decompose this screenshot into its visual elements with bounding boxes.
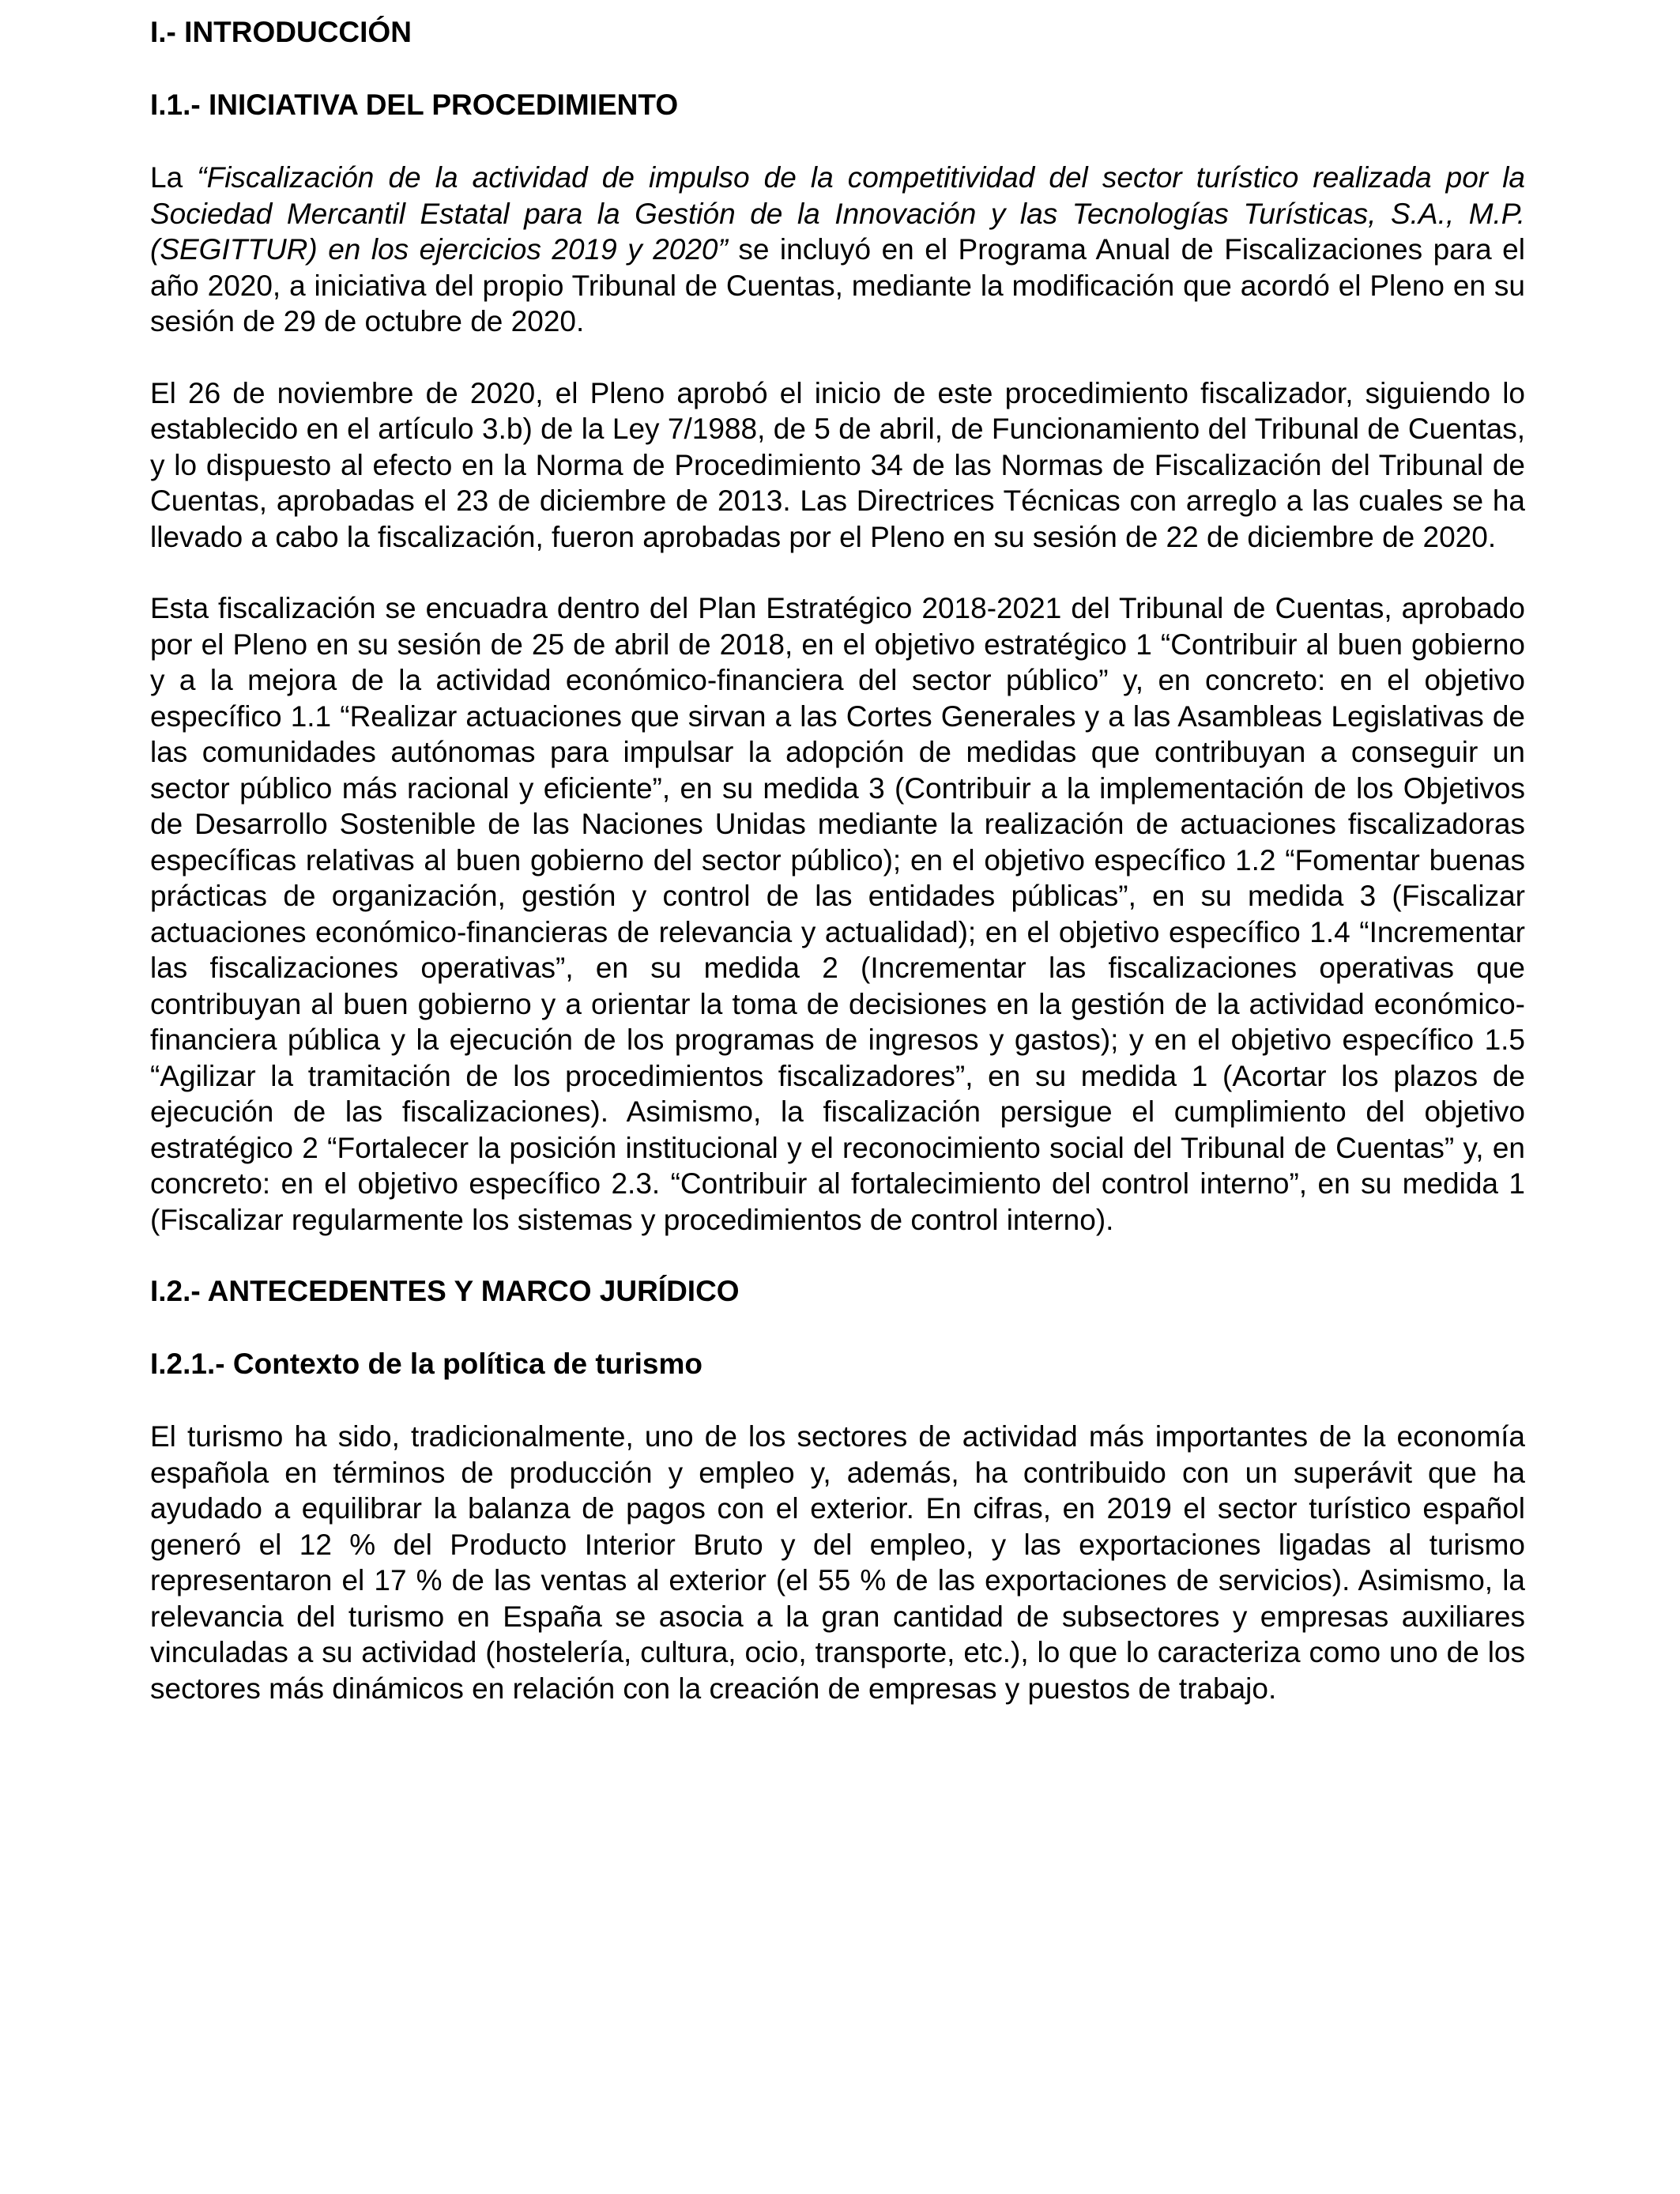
subsection-title-initiative: I.1.- INICIATIVA DEL PROCEDIMIENTO	[150, 89, 679, 121]
audit-title-quote: “Fiscalización de la actividad de impulso de la competitividad del sector turístico realizada por la Sociedad Mercantil Estatal para la Gestión de la Innovación y las Tecnologías Turísticas, S.A., M.P. (SEGITTUR) en los ejercicios 2019 y 2020”	[150, 161, 1526, 266]
paragraph-initiative-1-start: La	[150, 161, 198, 194]
document-page	[150, 14, 1525, 1742]
subsection-title-background: I.2.- ANTECEDENTES Y MARCO JURÍDICO	[150, 1275, 740, 1307]
paragraph-initiative-2: El 26 de noviembre de 2020, el Pleno aprobó el inicio de este procedimiento fiscalizador, siguiendo lo establecido en el artículo 3.b) de la Ley 7/1988, de 5 de abril, de Funcionamiento del Tribunal de Cuentas, y lo dispuesto al efecto en la Norma de Procedimiento 34 de las Normas de Fiscalización del Tribunal de Cuentas, aprobadas el 23 de diciembre de 2013. Las Directrices Técnicas con arreglo a las cuales se ha llevado a cabo la fiscalización, fueron aprobadas por el Pleno en su sesión de 22 de diciembre de 2020.	[150, 376, 1525, 553]
paragraph-tourism-context-1: El turismo ha sido, tradicionalmente, uno de los sectores de actividad más importantes de la economía española en términos de producción y empleo y, además, ha contribuido con un superávit que ha ayudado a equilibrar la balanza de pagos con el exterior. En cifras, en 2019 el sector turístico español generó el 12 % del Producto Interior Bruto y del empleo, y las exportaciones ligadas al turismo representaron el 17 % de las ventas al exterior (el 55 % de las exportaciones de servicios). Asimismo, la relevancia del turismo en España se asocia a la gran cantidad de subsectores y empresas auxiliares vinculadas a su actividad (hostelería, cultura, ocio, transporte, etc.), lo que lo caracteriza como uno de los sectores más dinámicos en relación con la creación de empresas y puestos de trabajo.	[150, 1420, 1525, 1705]
paragraph-initiative-1	[150, 160, 1525, 340]
paragraph-initiative-1-end: se incluyó en el Programa Anual de Fiscalizaciones para el año 2020, a iniciativa del propio Tribunal de Cuentas, mediante la modificación que acordó el Pleno en su sesión de 29 de octubre de 2020.	[150, 233, 1525, 337]
paragraph-initiative-3: Esta fiscalización se encuadra dentro del Plan Estratégico 2018-2021 del Tribunal de Cuentas, aprobado por el Pleno en su sesión de 25 de abril de 2018, en el objetivo estratégico 1 “Contribuir al buen gobierno y a la mejora de la actividad económico-financiera del sector público” y, en concreto: en el objetivo específico 1.1 “Realizar actuaciones que sirvan a las Cortes Generales y a las Asambleas Legislativas de las comunidades autónomas para impulsar la adopción de medidas que contribuyan a conseguir un sector público más racional y eficiente”, en su medida 3 (Contribuir a la implementación de los Objetivos de Desarrollo Sostenible de las Naciones Unidas mediante la realización de actuaciones fiscalizadoras específicas relativas al buen gobierno del sector público); en el objetivo específico 1.2 “Fomentar buenas prácticas de organización, gestión y control de las entidades públicas”, en su medida 3 (Fiscalizar actuaciones económico-financieras de relevancia y actualidad); en el objetivo específico 1.4 “Incrementar las fiscalizaciones operativas”, en su medida 2 (Incrementar las fiscalizaciones operativas que contribuyan al buen gobierno y a orientar la toma de decisiones en la gestión de la actividad económico-financiera pública y la ejecución de los programas de ingresos y gastos); y en el objetivo específico 1.5 “Agilizar la tramitación de los procedimientos fiscalizadores”, en su medida 1 (Acortar los plazos de ejecución de las fiscalizaciones). Asimismo, la fiscalización persigue el cumplimiento del objetivo estratégico 2 “Fortalecer la posición institucional y el reconocimiento social del Tribunal de Cuentas” y, en concreto: en el objetivo específico 2.3. “Contribuir al fortalecimiento del control interno”, en su medida 1 (Fiscalizar regularmente los sistemas y procedimientos de control interno).	[150, 592, 1525, 1236]
subsubsection-title-tourism-context: I.2.1.- Contexto de la política de turismo	[150, 1348, 703, 1380]
section-title: I.- INTRODUCCIÓN	[150, 16, 412, 48]
